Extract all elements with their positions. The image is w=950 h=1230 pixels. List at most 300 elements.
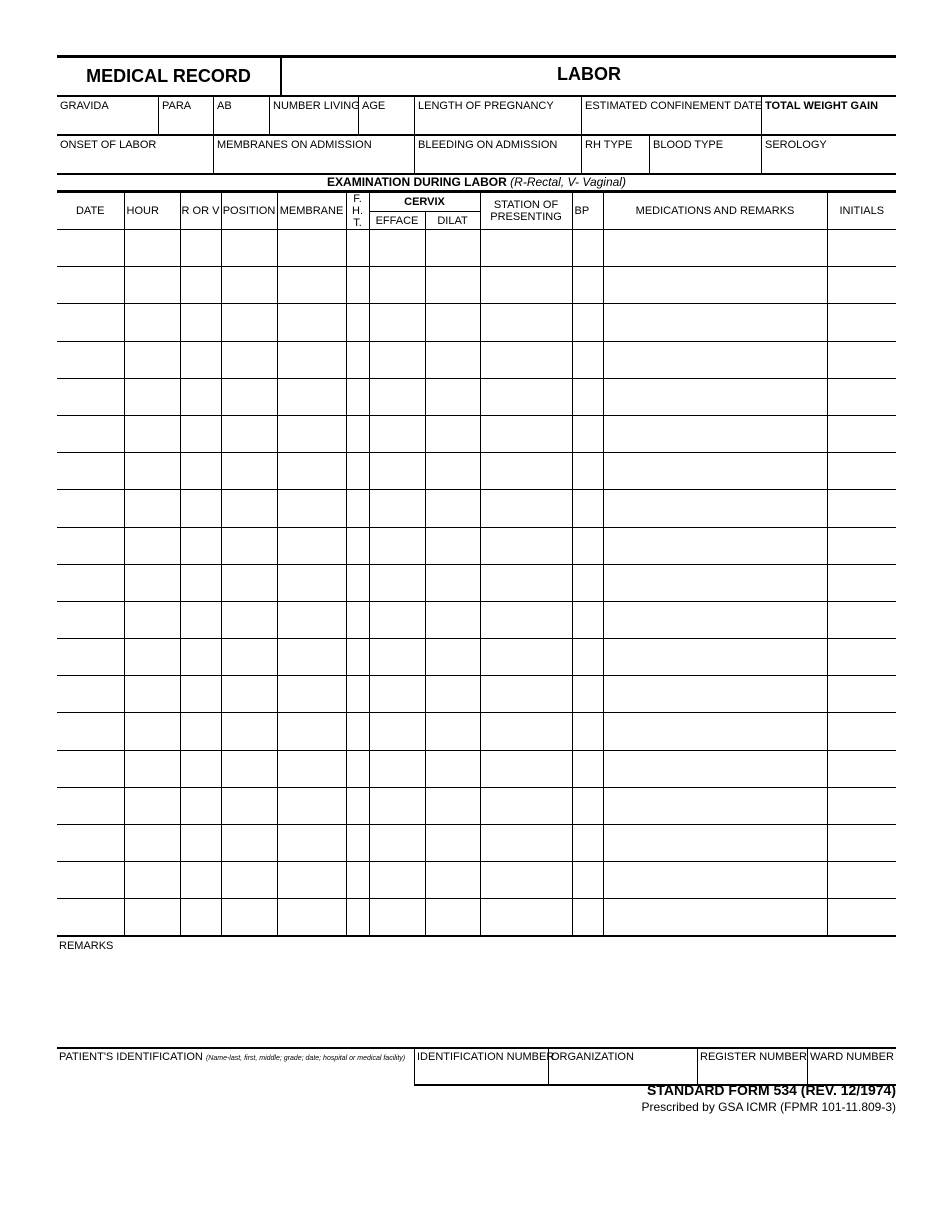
exam-cell-r-or-v[interactable] (180, 825, 221, 862)
exam-cell-membrane[interactable] (277, 453, 346, 490)
exam-cell-hour[interactable] (124, 601, 180, 638)
exam-cell-station[interactable] (480, 341, 572, 378)
exam-cell-date[interactable] (57, 750, 124, 787)
exam-cell-position[interactable] (221, 601, 277, 638)
exam-cell-r-or-v[interactable] (180, 676, 221, 713)
form-footer (641, 1082, 896, 1114)
exam-cell-dilat[interactable] (425, 639, 480, 676)
exam-cell-date[interactable] (57, 304, 124, 341)
exam-cell-membrane[interactable] (277, 304, 346, 341)
exam-cell-bp[interactable] (572, 267, 603, 304)
exam-cell-efface[interactable] (369, 601, 425, 638)
exam-cell-membrane[interactable] (277, 825, 346, 862)
exam-cell-fht[interactable] (346, 899, 369, 936)
exam-cell-fht[interactable] (346, 490, 369, 527)
exam-cell-initials[interactable] (827, 453, 896, 490)
exam-cell-date[interactable] (57, 862, 124, 899)
exam-cell-fht[interactable] (346, 713, 369, 750)
exam-cell-hour[interactable] (124, 825, 180, 862)
exam-cell-fht[interactable] (346, 825, 369, 862)
exam-cell-station[interactable] (480, 713, 572, 750)
exam-cell-bp[interactable] (572, 304, 603, 341)
exam-cell-position[interactable] (221, 453, 277, 490)
exam-cell-dilat[interactable] (425, 676, 480, 713)
exam-cell-fht[interactable] (346, 750, 369, 787)
onset-of-labor-field[interactable] (57, 136, 213, 173)
exam-table-row (57, 415, 896, 452)
exam-cell-bp[interactable] (572, 639, 603, 676)
exam-cell-bp[interactable] (572, 490, 603, 527)
exam-subtitle: (R-Rectal, V- Vaginal) (510, 175, 626, 189)
exam-cell-fht[interactable] (346, 862, 369, 899)
col-initials: INITIALS (827, 193, 896, 230)
col-bp: BP (572, 193, 603, 230)
col-cervix: CERVIX (369, 193, 480, 212)
exam-cell-dilat[interactable] (425, 787, 480, 824)
membranes-on-admission-field[interactable] (213, 136, 414, 173)
rh-type-field[interactable] (581, 136, 649, 173)
exam-cell-fht[interactable] (346, 787, 369, 824)
exam-cell-fht[interactable] (346, 230, 369, 267)
ab-label: AB (217, 100, 232, 112)
exam-cell-station[interactable] (480, 453, 572, 490)
exam-table-row (57, 230, 896, 267)
exam-cell-dilat[interactable] (425, 825, 480, 862)
exam-cell-initials[interactable] (827, 825, 896, 862)
exam-cell-position[interactable] (221, 267, 277, 304)
col-efface: EFFACE (369, 212, 425, 230)
exam-cell-initials[interactable] (827, 230, 896, 267)
exam-cell-r-or-v[interactable] (180, 415, 221, 452)
exam-cell-fht[interactable] (346, 304, 369, 341)
exam-cell-r-or-v[interactable] (180, 341, 221, 378)
exam-cell-r-or-v[interactable] (180, 787, 221, 824)
exam-cell-r-or-v[interactable] (180, 639, 221, 676)
exam-cell-fht[interactable] (346, 601, 369, 638)
exam-cell-r-or-v[interactable] (180, 378, 221, 415)
exam-cell-efface[interactable] (369, 639, 425, 676)
exam-cell-efface[interactable] (369, 527, 425, 564)
exam-cell-membrane[interactable] (277, 601, 346, 638)
exam-cell-station[interactable] (480, 527, 572, 564)
exam-table-row (57, 713, 896, 750)
exam-cell-bp[interactable] (572, 564, 603, 601)
exam-cell-medications[interactable] (603, 750, 827, 787)
exam-cell-position[interactable] (221, 341, 277, 378)
exam-cell-hour[interactable] (124, 676, 180, 713)
patient-identification-label: PATIENT'S IDENTIFICATION (59, 1051, 203, 1064)
exam-cell-bp[interactable] (572, 899, 603, 936)
exam-cell-medications[interactable] (603, 676, 827, 713)
exam-cell-medications[interactable] (603, 415, 827, 452)
exam-cell-initials[interactable] (827, 787, 896, 824)
exam-cell-membrane[interactable] (277, 899, 346, 936)
exam-cell-efface[interactable] (369, 899, 425, 936)
exam-cell-bp[interactable] (572, 825, 603, 862)
exam-cell-bp[interactable] (572, 713, 603, 750)
exam-cell-station[interactable] (480, 378, 572, 415)
exam-cell-medications[interactable] (603, 862, 827, 899)
exam-cell-date[interactable] (57, 267, 124, 304)
exam-cell-membrane[interactable] (277, 713, 346, 750)
exam-cell-membrane[interactable] (277, 341, 346, 378)
exam-cell-efface[interactable] (369, 415, 425, 452)
organization-label: ORGANIZATION (551, 1051, 634, 1064)
exam-cell-initials[interactable] (827, 639, 896, 676)
bleeding-on-admission-label: BLEEDING ON ADMISSION (418, 139, 558, 151)
exam-cell-initials[interactable] (827, 304, 896, 341)
exam-cell-hour[interactable] (124, 378, 180, 415)
exam-cell-r-or-v[interactable] (180, 304, 221, 341)
exam-cell-initials[interactable] (827, 378, 896, 415)
exam-cell-station[interactable] (480, 564, 572, 601)
blood-type-label: BLOOD TYPE (653, 139, 724, 151)
serology-label: SEROLOGY (765, 139, 827, 151)
exam-cell-hour[interactable] (124, 267, 180, 304)
exam-cell-bp[interactable] (572, 378, 603, 415)
exam-cell-dilat[interactable] (425, 267, 480, 304)
exam-table-row (57, 267, 896, 304)
exam-cell-hour[interactable] (124, 899, 180, 936)
exam-cell-medications[interactable] (603, 267, 827, 304)
exam-cell-initials[interactable] (827, 564, 896, 601)
exam-section-title (57, 175, 896, 192)
exam-cell-r-or-v[interactable] (180, 490, 221, 527)
exam-cell-membrane[interactable] (277, 787, 346, 824)
exam-cell-dilat[interactable] (425, 341, 480, 378)
exam-cell-r-or-v[interactable] (180, 564, 221, 601)
form-number: STANDARD FORM 534 (REV. 12/1974) (647, 1082, 896, 1098)
exam-cell-fht[interactable] (346, 267, 369, 304)
exam-cell-medications[interactable] (603, 713, 827, 750)
exam-cell-efface[interactable] (369, 676, 425, 713)
exam-cell-bp[interactable] (572, 750, 603, 787)
exam-cell-hour[interactable] (124, 527, 180, 564)
exam-cell-medications[interactable] (603, 341, 827, 378)
exam-cell-date[interactable] (57, 639, 124, 676)
exam-cell-date[interactable] (57, 230, 124, 267)
exam-cell-efface[interactable] (369, 750, 425, 787)
exam-cell-initials[interactable] (827, 415, 896, 452)
exam-cell-bp[interactable] (572, 453, 603, 490)
exam-cell-position[interactable] (221, 750, 277, 787)
exam-cell-hour[interactable] (124, 490, 180, 527)
exam-cell-position[interactable] (221, 490, 277, 527)
exam-cell-fht[interactable] (346, 639, 369, 676)
exam-cell-bp[interactable] (572, 230, 603, 267)
exam-cell-medications[interactable] (603, 304, 827, 341)
exam-cell-initials[interactable] (827, 862, 896, 899)
exam-cell-position[interactable] (221, 899, 277, 936)
exam-cell-date[interactable] (57, 601, 124, 638)
exam-cell-position[interactable] (221, 713, 277, 750)
title-row (57, 55, 896, 97)
gravida-field[interactable] (57, 97, 158, 134)
exam-cell-membrane[interactable] (277, 230, 346, 267)
exam-cell-position[interactable] (221, 415, 277, 452)
exam-cell-dilat[interactable] (425, 453, 480, 490)
exam-cell-medications[interactable] (603, 601, 827, 638)
exam-cell-membrane[interactable] (277, 564, 346, 601)
register-number-field[interactable] (697, 1049, 807, 1086)
exam-table-row (57, 787, 896, 824)
exam-cell-r-or-v[interactable] (180, 230, 221, 267)
exam-table-body (57, 230, 896, 937)
exam-cell-efface[interactable] (369, 267, 425, 304)
exam-cell-position[interactable] (221, 564, 277, 601)
exam-cell-efface[interactable] (369, 787, 425, 824)
exam-cell-medications[interactable] (603, 230, 827, 267)
identification-number-field[interactable] (414, 1049, 555, 1086)
exam-cell-r-or-v[interactable] (180, 453, 221, 490)
exam-cell-hour[interactable] (124, 787, 180, 824)
exam-cell-fht[interactable] (346, 676, 369, 713)
exam-cell-hour[interactable] (124, 713, 180, 750)
exam-cell-membrane[interactable] (277, 750, 346, 787)
exam-cell-position[interactable] (221, 862, 277, 899)
exam-cell-efface[interactable] (369, 825, 425, 862)
exam-table-row (57, 378, 896, 415)
exam-cell-efface[interactable] (369, 230, 425, 267)
exam-cell-r-or-v[interactable] (180, 713, 221, 750)
age-label: AGE (362, 100, 386, 112)
exam-cell-initials[interactable] (827, 899, 896, 936)
exam-cell-fht[interactable] (346, 527, 369, 564)
exam-cell-station[interactable] (480, 676, 572, 713)
exam-table-row (57, 750, 896, 787)
exam-cell-medications[interactable] (603, 787, 827, 824)
form-category-title: MEDICAL RECORD (57, 58, 282, 95)
exam-cell-dilat[interactable] (425, 750, 480, 787)
blood-type-field[interactable] (649, 136, 761, 173)
ward-number-label: WARD NUMBER (810, 1051, 894, 1064)
exam-cell-fht[interactable] (346, 415, 369, 452)
exam-cell-efface[interactable] (369, 378, 425, 415)
exam-cell-date[interactable] (57, 415, 124, 452)
exam-cell-initials[interactable] (827, 267, 896, 304)
exam-cell-bp[interactable] (572, 527, 603, 564)
exam-cell-membrane[interactable] (277, 378, 346, 415)
exam-cell-initials[interactable] (827, 713, 896, 750)
exam-table-row (57, 676, 896, 713)
exam-cell-date[interactable] (57, 564, 124, 601)
exam-cell-station[interactable] (480, 601, 572, 638)
register-number-label: REGISTER NUMBER (700, 1051, 807, 1064)
number-living-field[interactable] (269, 97, 358, 134)
exam-cell-hour[interactable] (124, 341, 180, 378)
organization-field[interactable] (548, 1049, 697, 1086)
exam-cell-station[interactable] (480, 787, 572, 824)
exam-cell-efface[interactable] (369, 713, 425, 750)
exam-cell-initials[interactable] (827, 490, 896, 527)
exam-cell-station[interactable] (480, 304, 572, 341)
exam-cell-membrane[interactable] (277, 490, 346, 527)
exam-cell-efface[interactable] (369, 304, 425, 341)
pregnancy-info-row (57, 97, 896, 136)
exam-cell-medications[interactable] (603, 527, 827, 564)
exam-cell-hour[interactable] (124, 564, 180, 601)
exam-cell-dilat[interactable] (425, 713, 480, 750)
exam-cell-efface[interactable] (369, 341, 425, 378)
exam-cell-station[interactable] (480, 825, 572, 862)
exam-cell-position[interactable] (221, 230, 277, 267)
exam-cell-position[interactable] (221, 676, 277, 713)
col-station: STATION OF PRESENTING (480, 193, 572, 230)
col-membrane: MEMBRANE (277, 193, 346, 230)
exam-cell-hour[interactable] (124, 639, 180, 676)
exam-cell-membrane[interactable] (277, 676, 346, 713)
exam-cell-efface[interactable] (369, 453, 425, 490)
patient-identification-field[interactable] (57, 1049, 414, 1063)
exam-cell-date[interactable] (57, 787, 124, 824)
exam-cell-fht[interactable] (346, 378, 369, 415)
exam-cell-hour[interactable] (124, 453, 180, 490)
exam-cell-r-or-v[interactable] (180, 750, 221, 787)
exam-cell-efface[interactable] (369, 490, 425, 527)
exam-cell-hour[interactable] (124, 304, 180, 341)
length-of-pregnancy-field[interactable] (414, 97, 581, 134)
para-field[interactable] (158, 97, 213, 134)
exam-cell-fht[interactable] (346, 453, 369, 490)
exam-cell-bp[interactable] (572, 415, 603, 452)
exam-cell-r-or-v[interactable] (180, 601, 221, 638)
exam-cell-dilat[interactable] (425, 899, 480, 936)
col-fht: F. H. T. (346, 193, 369, 230)
remarks-label: REMARKS (59, 940, 114, 953)
exam-cell-hour[interactable] (124, 415, 180, 452)
exam-cell-station[interactable] (480, 639, 572, 676)
remarks-field[interactable] (57, 937, 896, 1047)
exam-cell-date[interactable] (57, 453, 124, 490)
exam-cell-dilat[interactable] (425, 601, 480, 638)
prescribed-by: Prescribed by GSA ICMR (FPMR 101-11.809-3) (641, 1100, 896, 1114)
exam-cell-date[interactable] (57, 378, 124, 415)
exam-cell-station[interactable] (480, 490, 572, 527)
exam-cell-station[interactable] (480, 899, 572, 936)
exam-cell-hour[interactable] (124, 862, 180, 899)
exam-cell-position[interactable] (221, 825, 277, 862)
exam-cell-position[interactable] (221, 787, 277, 824)
exam-cell-station[interactable] (480, 415, 572, 452)
ab-field[interactable] (213, 97, 269, 134)
rh-type-label: RH TYPE (585, 139, 633, 151)
exam-cell-initials[interactable] (827, 527, 896, 564)
exam-cell-efface[interactable] (369, 564, 425, 601)
exam-cell-dilat[interactable] (425, 564, 480, 601)
exam-cell-medications[interactable] (603, 899, 827, 936)
exam-table-row (57, 639, 896, 676)
exam-cell-efface[interactable] (369, 862, 425, 899)
bleeding-on-admission-field[interactable] (414, 136, 581, 173)
exam-cell-membrane[interactable] (277, 267, 346, 304)
onset-of-labor-label: ONSET OF LABOR (60, 139, 157, 151)
col-hour: HOUR (124, 193, 180, 230)
exam-cell-medications[interactable] (603, 825, 827, 862)
membranes-on-admission-label: MEMBRANES ON ADMISSION (217, 139, 372, 151)
exam-cell-date[interactable] (57, 899, 124, 936)
length-of-pregnancy-label: LENGTH OF PREGNANCY (418, 100, 554, 112)
exam-cell-membrane[interactable] (277, 862, 346, 899)
exam-cell-r-or-v[interactable] (180, 527, 221, 564)
exam-cell-medications[interactable] (603, 639, 827, 676)
estimated-confinement-date-label: ESTIMATED CONFINEMENT DATE (585, 100, 763, 112)
exam-cell-station[interactable] (480, 750, 572, 787)
exam-cell-date[interactable] (57, 713, 124, 750)
exam-cell-medications[interactable] (603, 564, 827, 601)
exam-cell-station[interactable] (480, 862, 572, 899)
exam-cell-r-or-v[interactable] (180, 267, 221, 304)
exam-cell-date[interactable] (57, 676, 124, 713)
exam-cell-bp[interactable] (572, 676, 603, 713)
exam-cell-medications[interactable] (603, 490, 827, 527)
exam-cell-date[interactable] (57, 341, 124, 378)
exam-cell-hour[interactable] (124, 230, 180, 267)
exam-cell-medications[interactable] (603, 378, 827, 415)
exam-cell-initials[interactable] (827, 341, 896, 378)
total-weight-gain-field[interactable] (761, 97, 896, 134)
exam-table-row (57, 304, 896, 341)
exam-cell-bp[interactable] (572, 862, 603, 899)
exam-cell-position[interactable] (221, 639, 277, 676)
exam-cell-bp[interactable] (572, 787, 603, 824)
exam-cell-dilat[interactable] (425, 862, 480, 899)
exam-table-row (57, 564, 896, 601)
exam-cell-dilat[interactable] (425, 304, 480, 341)
exam-cell-initials[interactable] (827, 601, 896, 638)
exam-cell-membrane[interactable] (277, 639, 346, 676)
form-title: LABOR (557, 64, 621, 84)
exam-cell-membrane[interactable] (277, 527, 346, 564)
exam-cell-bp[interactable] (572, 601, 603, 638)
exam-cell-dilat[interactable] (425, 230, 480, 267)
exam-cell-position[interactable] (221, 527, 277, 564)
age-field[interactable] (358, 97, 414, 134)
exam-cell-fht[interactable] (346, 564, 369, 601)
exam-cell-position[interactable] (221, 378, 277, 415)
exam-cell-dilat[interactable] (425, 415, 480, 452)
exam-cell-dilat[interactable] (425, 378, 480, 415)
col-date: DATE (57, 193, 124, 230)
labor-record-form (57, 55, 896, 1088)
total-weight-gain-label: TOTAL WEIGHT GAIN (765, 100, 879, 112)
exam-cell-r-or-v[interactable] (180, 862, 221, 899)
exam-cell-hour[interactable] (124, 750, 180, 787)
exam-cell-initials[interactable] (827, 750, 896, 787)
exam-cell-date[interactable] (57, 825, 124, 862)
exam-cell-station[interactable] (480, 267, 572, 304)
exam-cell-r-or-v[interactable] (180, 899, 221, 936)
exam-cell-dilat[interactable] (425, 527, 480, 564)
ward-number-field[interactable] (807, 1049, 896, 1086)
exam-cell-bp[interactable] (572, 341, 603, 378)
serology-field[interactable] (761, 136, 896, 173)
estimated-confinement-date-field[interactable] (581, 97, 761, 134)
exam-cell-initials[interactable] (827, 676, 896, 713)
exam-cell-fht[interactable] (346, 341, 369, 378)
gravida-label: GRAVIDA (60, 100, 109, 112)
exam-cell-station[interactable] (480, 230, 572, 267)
col-r-or-v: R OR V (180, 193, 221, 230)
exam-cell-position[interactable] (221, 304, 277, 341)
exam-cell-membrane[interactable] (277, 415, 346, 452)
col-dilat: DILAT (425, 212, 480, 230)
exam-table-row (57, 527, 896, 564)
exam-cell-dilat[interactable] (425, 490, 480, 527)
para-label: PARA (162, 100, 192, 112)
exam-cell-medications[interactable] (603, 453, 827, 490)
exam-cell-date[interactable] (57, 490, 124, 527)
exam-cell-date[interactable] (57, 527, 124, 564)
